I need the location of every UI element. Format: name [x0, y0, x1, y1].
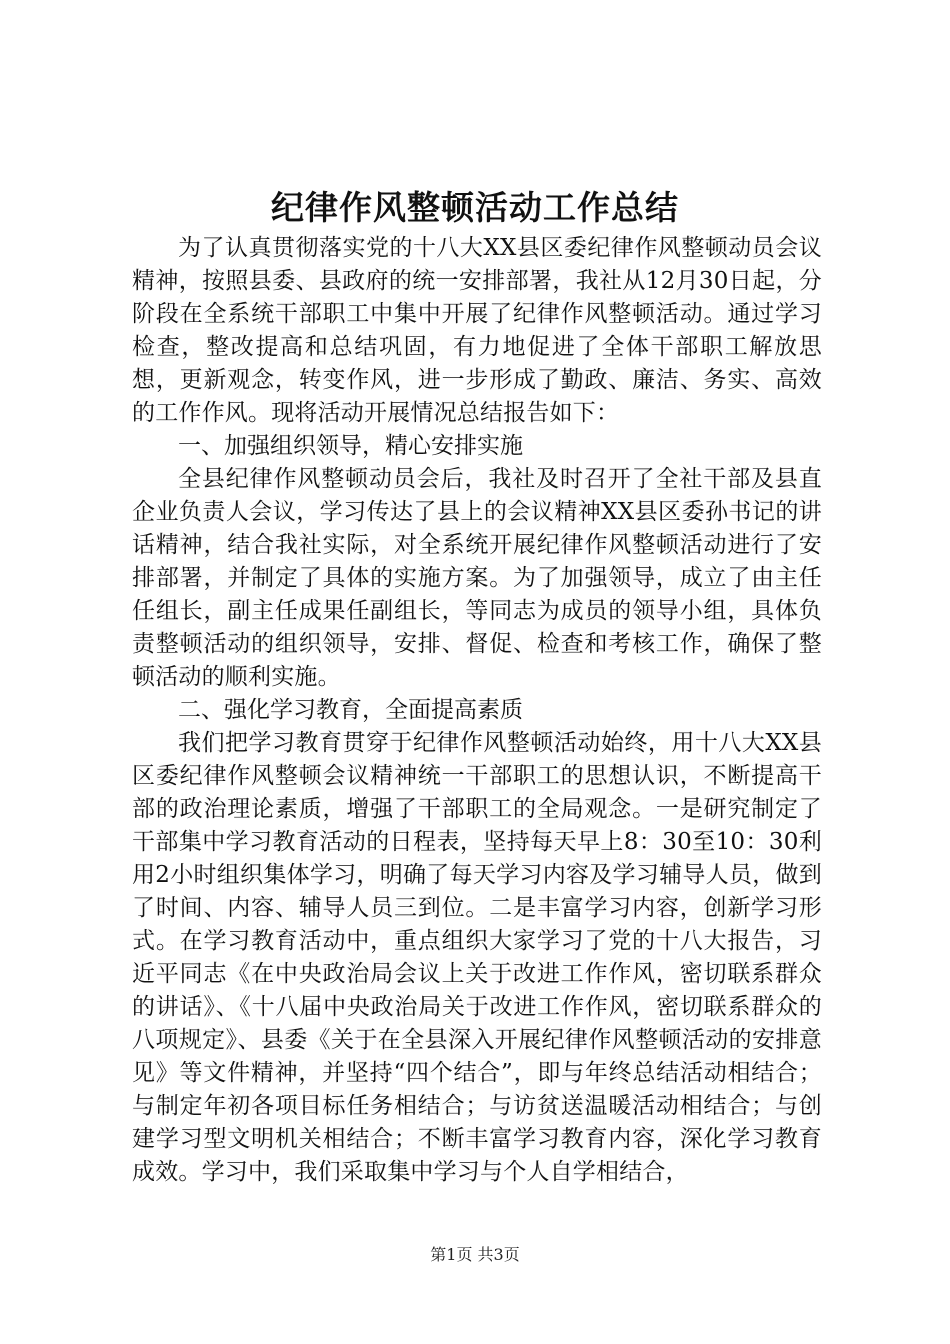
document-title: 纪律作风整顿活动工作总结: [271, 188, 679, 227]
page-footer: 第1页 共3页: [430, 1245, 520, 1264]
section-1-heading: 一、加强组织领导，精心安排实施: [178, 433, 523, 459]
intro-paragraph: 为了认真贯彻落实党的十八大XX县区委纪律作风整顿动员会议精神，按照县委、县政府的统一安排部署，我社从12月30日起，分阶段在全系统干部职工中集中开展了纪律作风整顿活动。通过学习检查，整改提高和总结巩固，有力地促进了全体干部职工解放思想，更新观念，转变作风，进一步形成了勤政、廉洁、务实、高效的工作作风。现将活动开展情况总结报告如下：: [132, 235, 822, 426]
document-body: [132, 232, 822, 1189]
section-2-heading: 二、强化学习教育，全面提高素质: [178, 697, 523, 723]
section-2-paragraph: 我们把学习教育贯穿于纪律作风整顿活动始终，用十八大XX县区委纪律作风整顿会议精神统一干部职工的思想认识，不断提高干部的政治理论素质，增强了干部职工的全局观念。一是研究制定了干部集中学习教育活动的日程表，坚持每天早上8：30至10：30利用2小时组织集体学习，明确了每天学习内容及学习辅导人员，做到了时间、内容、辅导人员三到位。二是丰富学习内容，创新学习形式。在学习教育活动中，重点组织大家学习了党的十八大报告，习近平同志《在中央政治局会议上关于改进工作作风，密切联系群众的讲话》、《十八届中央政治局关于改进工作作风，密切联系群众的八项规定》、县委《关于在全县深入开展纪律作风整顿活动的安排意见》等文件精神，并坚持“四个结合”，即与年终总结活动相结合；与制定年初各项目标任务相结合；与访贫送温暖活动相结合；与创建学习型文明机关相结合；不断丰富学习教育内容，深化学习教育成效。学习中，我们采取集中学习与个人自学相结合，: [132, 730, 822, 1185]
section-1-paragraph: 全县纪律作风整顿动员会后，我社及时召开了全社干部及县直企业负责人会议，学习传达了县上的会议精神XX县区委孙书记的讲话精神，结合我社实际，对全系统开展纪律作风整顿活动进行了安排部署，并制定了具体的实施方案。为了加强领导，成立了由主任任组长，副主任成果任副组长，等同志为成员的领导小组，具体负责整顿活动的组织领导，安排、督促、检查和考核工作，确保了整顿活动的顺利实施。: [132, 466, 822, 690]
